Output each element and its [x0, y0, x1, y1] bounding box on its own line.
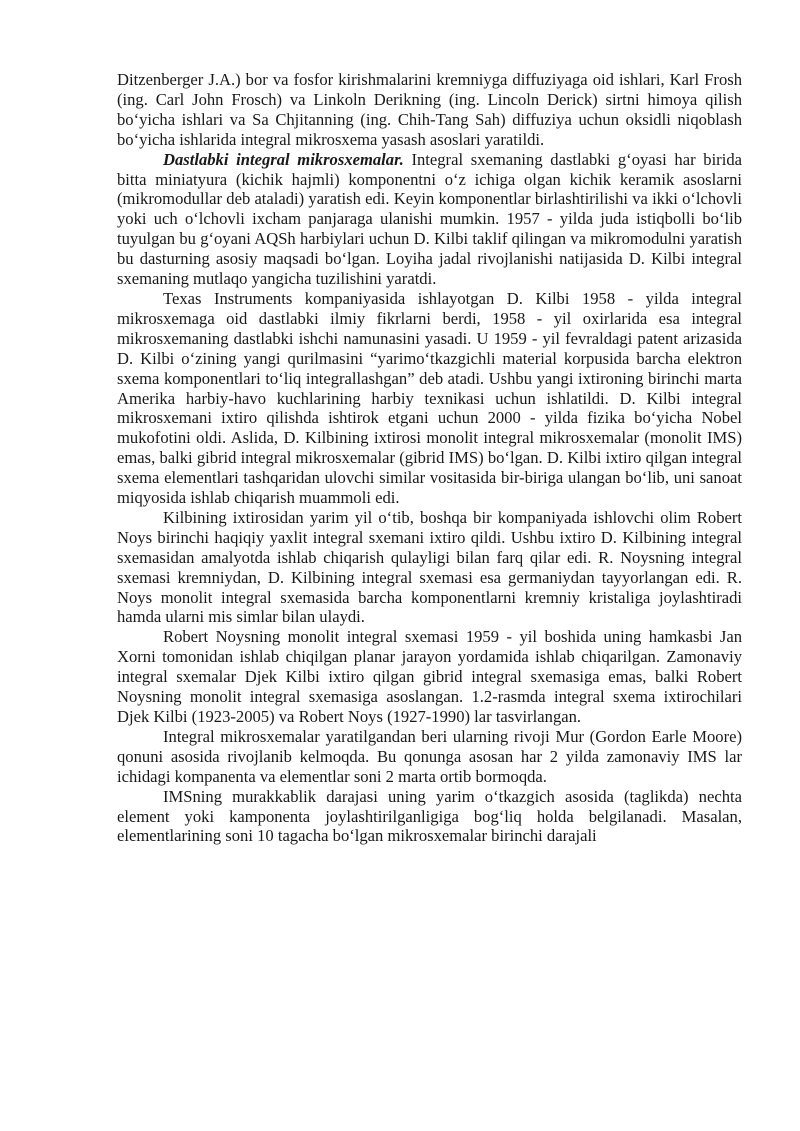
paragraph-moore — [117, 727, 742, 787]
paragraph-text: Texas Instruments kompaniyasida ishlayotgan D. Kilbi 1958 - yilda integral mikrosxemaga oid dastlabki ilmiy fikrlarni berdi, 1958 - yil oxirlarida esa integral mikrosxemaning dastlabki ishchi namunasini yasadi. U 1959 - yil fevraldagi patent arizasida D. Kilbi o‘zining yangi qurilmasini “yarimo‘tkazgichli material korpusida barcha elektron sxema komponentlari to‘liq integrallashgan” deb atadi. Ushbu yangi ixtironing birinchi marta Amerika harbiy-havo kuchlarining harbiy texnikasi uchun ishlatildi. D. Kilbi integral mikrosxemani ixtiro qilishda ishtirok etgani uchun 2000 - yilda fizika bo‘yicha Nobel mukofotini oldi. Aslida, D. Kilbining ixtirosi monolit integral mikrosxemalar (monolit IMS) emas, balki gibrid integral mikrosxemalar (gibrid IMS) bo‘lgan. D. Kilbi ixtiro qilgan integral sxema elementlari tashqaridan ulovchi similar vositasida bir-biriga ulangan bo‘lib, uni sanoat miqyosida ishlab chiqarish muammoli edi. — [117, 288, 742, 508]
paragraph-text: Kilbining ixtirosidan yarim yil o‘tib, boshqa bir kompaniyada ishlovchi olim Robert Noys birinchi haqiqiy yaxlit integral sxemani ixtiro qildi. Ushbu ixtiro D. Kilbining integral sxemasidan amalyotda ishlab chiqarish qulayligi bilan farq qilar edi. R. Noysning integral sxemasi kremniydan, D. Kilbining integral sxemasi esa germaniydan tayyorlangan edi. R. Noys monolit integral sxemasida barcha komponentlarni kremniy kristaliga joylashtiradi hamda ularni mis simlar bilan ulaydi. — [117, 507, 742, 627]
paragraph-early-ics — [117, 150, 742, 289]
paragraph-text: Integral mikrosxemalar yaratilgandan beri ularning rivoji Mur (Gordon Earle Moore) qonuni asosida rivojlanib kelmoqda. Bu qonunga asosan har 2 yilda zamonaviy IMS lar ichidagi kompanenta va elementlar soni 2 marta ortib bormoqda. — [117, 726, 742, 786]
paragraph-intro — [117, 70, 742, 150]
paragraph-text: Ditzenberger J.A.) bor va fosfor kirishmalarini kremniyga diffuziyaga oid ishlari, Karl Frosh (ing. Carl John Frosch) va Linkoln Derikning (ing. Lincoln Derick) sirtni himoya qilish bo‘yicha ishlari va Sa Chjitanning (ing. Chih-Tang Sah) diffuziya uchun oksidli niqoblash bo‘yicha ishlarida integral mikrosxema yasash asoslari yaratildi. — [117, 70, 742, 149]
paragraph-text: Integral sxemaning dastlabki g‘oyasi har birida bitta miniatyura (kichik hajmli) komponentni o‘z ichiga olgan kichik keramik asoslarni (mikromodullar deb ataladi) yaratish edi. Keyin komponentlar birlashtirilishi va ikki o‘lchovli yoki uch o‘lchovli ixcham panjaraga ulanishi mumkin. 1957 - yilda juda istiqbolli bo‘lib tuyulgan bu g‘oyani AQSh harbiylari uchun D. Kilbi taklif qilingan va mikromodulni yaratish bu dasturning asosiy maqsadi bo‘lgan. Loyiha jadal rivojlanishi natijasida D. Kilbi integral sxemaning mutlaqo yangicha tuzilishini yaratdi. — [117, 149, 742, 289]
paragraph-noyce — [117, 508, 742, 627]
paragraph-text: IMSning murakkablik darajasi uning yarim o‘tkazgich asosida (taglikda) nechta element yoki kamponenta joylashtirilganligiga bog‘liq holda belgilanadi. Masalan, elementlarining soni 10 tagacha bo‘lgan mikrosxemalar birinchi darajali — [117, 786, 742, 846]
section-heading: Dastlabki integral mikrosxemalar. — [163, 149, 404, 169]
paragraph-planar — [117, 627, 742, 727]
paragraph-text: Robert Noysning monolit integral sxemasi 1959 - yil boshida uning hamkasbi Jan Xorni tomonidan ishlab chiqilgan planar jarayon yordamida ishlab chiqarilgan. Zamonaviy integral sxemalar Djek Kilbi ixtiro qilgan gibrid integral sxemasiga emas, balki Robert Noysning monolit integral sxemasiga asoslangan. 1.2-rasmda integral sxema ixtirochilari Djek Kilbi (1923-2005) va Robert Noys (1927-1990) lar tasvirlangan. — [117, 627, 742, 726]
paragraph-kilby — [117, 289, 742, 508]
paragraph-complexity — [117, 787, 742, 847]
document-page — [117, 70, 742, 846]
